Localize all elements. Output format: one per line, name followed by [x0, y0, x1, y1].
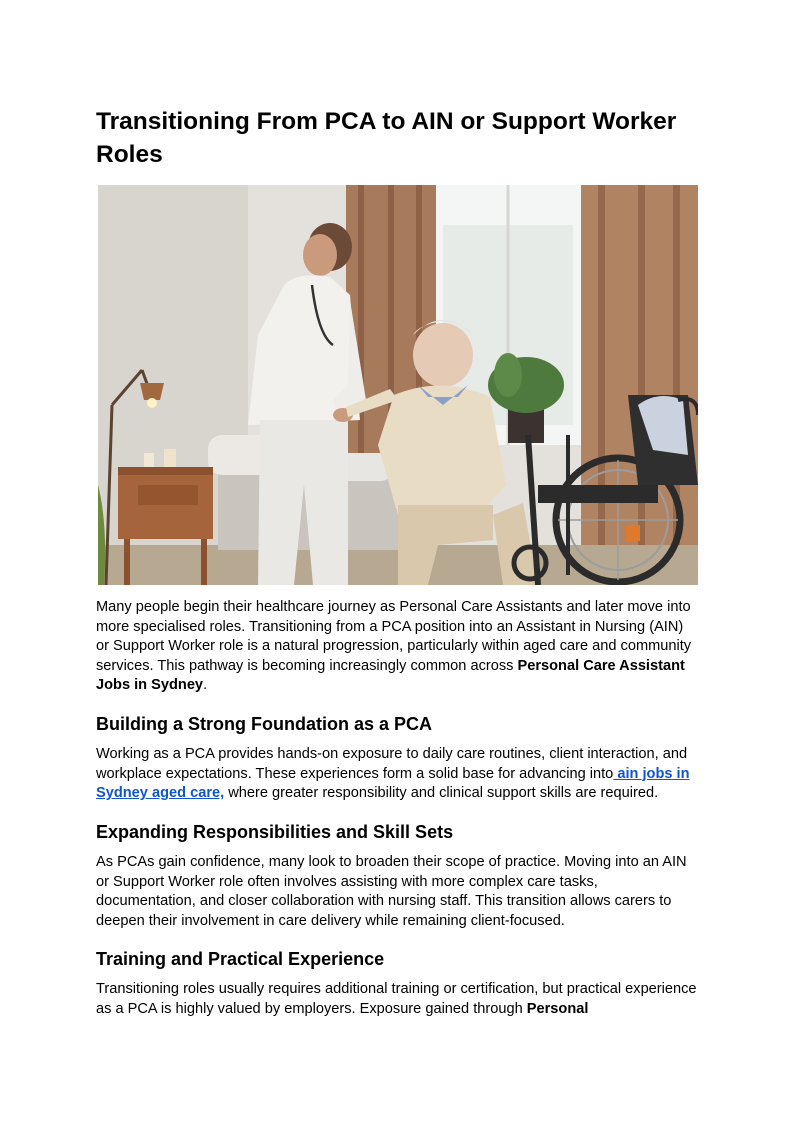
intro-paragraph-block: [96, 598, 698, 696]
section-foundation-body: [96, 745, 698, 804]
foundation-text-before: Working as a PCA provides hands-on exposure to daily care routines, client interaction, and workplace expectations. These experiences form a solid base for advancing into: [96, 746, 688, 782]
training-bold-keyword: Personal: [526, 1000, 589, 1017]
intro-end: .: [203, 677, 208, 694]
section-heading-training: Training and Practical Experience: [96, 949, 385, 969]
intro-paragraph: [96, 598, 698, 696]
page-title: Transitioning From PCA to AIN or Support Worker Roles: [96, 108, 677, 168]
foundation-text-after: where greater responsibility and clinical support skills are required.: [224, 785, 659, 802]
training-text: Transitioning roles usually requires additional training or certification, but practical experience as a PCA is highly valued by employers. Exposure gained through: [96, 981, 697, 1017]
section-training-body: [96, 980, 698, 1019]
section-heading-responsibilities: Expanding Responsibilities and Skill Sets: [96, 822, 454, 842]
section-heading-foundation: Building a Strong Foundation as a PCA: [96, 714, 432, 734]
section-foundation: [96, 712, 698, 736]
section-training: [96, 947, 698, 971]
section-paragraph-responsibilities: As PCAs gain confidence, many look to broaden their scope of practice. Moving into an AIN or Support Worker role often involves assisting with more complex care tasks, documentation, and closer collaboration with nursing staff. This transition allows carers to deepen their involvement in care delivery while remaining client-focused.: [96, 854, 687, 929]
section-paragraph-foundation: [96, 745, 698, 804]
article-photo: [98, 185, 698, 585]
intro-text: Many people begin their healthcare journey as Personal Care Assistants and later move into more specialised roles. Transitioning from a PCA position into an Assistant in Nursing (AIN) or Support Worker role is a natural progression, particularly within aged care and community services. This pathway is becoming increasingly common across: [96, 599, 692, 674]
photo-illustration: [98, 185, 698, 585]
section-responsibilities-body: [96, 853, 698, 931]
section-paragraph-training: [96, 980, 698, 1019]
intro-bold-keyword: Personal Care Assistant Jobs in Sydney: [96, 657, 685, 694]
section-responsibilities: [96, 820, 698, 844]
ain-jobs-link[interactable]: ain jobs in Sydney aged care,: [96, 765, 690, 802]
